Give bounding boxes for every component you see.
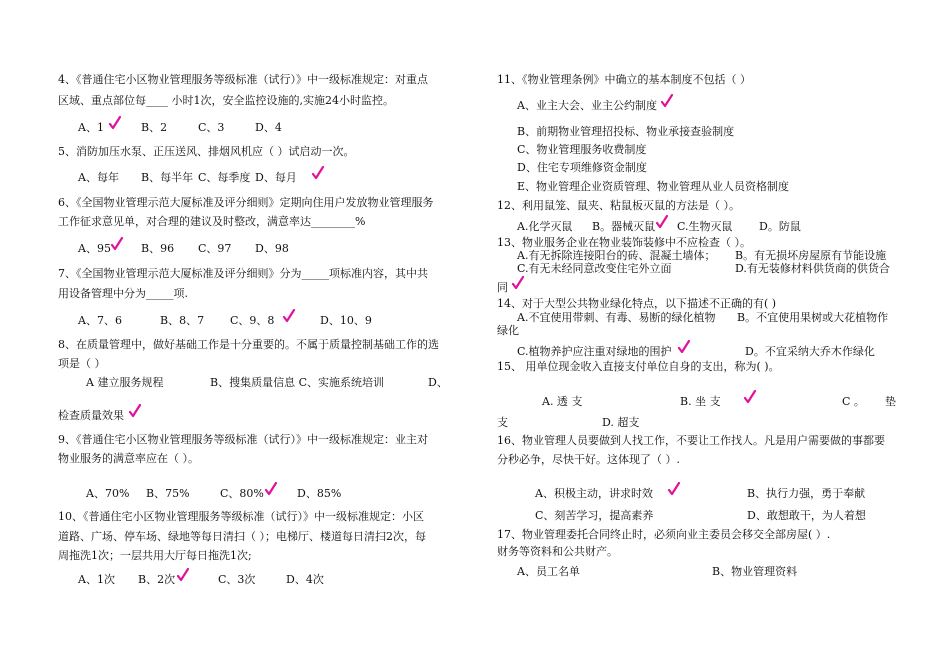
q17-stem-line1: 17、物业管理委托合同终止时，必须向业主委员会移交全部房屋( ）. <box>497 528 831 541</box>
q7-option-b: B、8、7 <box>160 314 205 327</box>
q11-option-b: B、前期物业管理招投标、物业承接查验制度 <box>517 125 735 138</box>
q9-option-c: C、80% <box>220 487 264 500</box>
checkmark-icon <box>128 404 142 418</box>
checkmark-icon <box>110 237 124 251</box>
q15-option-b: B. 坐 支 <box>680 395 721 408</box>
q9-option-a: A、70% <box>86 487 130 500</box>
q8-stem-line1: 8、在质量管理中，做好基础工作是十分重要的。不属于质量控制基础工作的选 <box>58 338 439 351</box>
checkmark-icon <box>264 482 278 496</box>
q16-stem-line2: 分秒必争，尽快干好。这体现了（ ）. <box>497 453 680 466</box>
q14-option-c: C.植物养护应注重对绿地的围护 <box>517 345 672 358</box>
q17-option-a: A、员工名单 <box>517 565 580 578</box>
checkmark-icon <box>655 215 669 229</box>
q9-stem-line1: 9、《普通住宅小区物业管理服务等级标准（试行）》中一级标准规定：业主对 <box>58 433 428 446</box>
checkmark-icon <box>667 482 681 496</box>
q15-option-c-cont: 支 <box>497 416 508 429</box>
q15-option-c: C 。 <box>842 395 865 408</box>
q11-option-a: A、业主大会、业主公约制度 <box>517 99 657 112</box>
q6-option-c: C、97 <box>198 242 232 255</box>
q11-option-d: D、住宅专项维修资金制度 <box>517 161 647 174</box>
q12-option-a: A.化学灭鼠 <box>517 220 573 233</box>
q6-option-a: A、95 <box>78 242 111 255</box>
checkmark-icon <box>176 568 190 582</box>
q10-stem-line2: 道路、广场、停车场、绿地等每日清扫（ ）；电梯厅、楼道每日清扫2次，每 <box>58 530 426 543</box>
q16-option-b: B、执行力强，勇于奉献 <box>747 487 866 500</box>
q5-option-d: D、每月 <box>255 171 297 184</box>
q15-option-a: A. 透 支 <box>542 395 583 408</box>
q16-option-c: C、刻苦学习，提高素养 <box>535 509 654 522</box>
q9-stem-line2: 物业服务的满意率应在（ ）。 <box>58 452 199 465</box>
checkmark-icon <box>282 309 296 323</box>
q12-option-c: C.生物灭鼠 <box>677 220 733 233</box>
q10-option-d: D、4次 <box>286 573 324 586</box>
q10-option-c: C、3次 <box>218 573 256 586</box>
q10-stem-line3: 周拖洗1次；一层共用大厅每日拖洗1次; <box>58 549 252 562</box>
q10-option-b: B、2次 <box>138 573 176 586</box>
q13-stem: 13、物业服务企业在物业装饰装修中不应检查（ ）。 <box>497 236 751 249</box>
q8-option-d: D、 <box>428 376 448 389</box>
q15-stem: 15、 用单位现金收入直接支付单位自身的支出，称为( )。 <box>497 360 780 373</box>
q6-option-b: B、96 <box>141 242 175 255</box>
q4-stem-line2: 区域、重点部位每____ 小时1次，安全监控设施的,实施24小时监控。 <box>58 94 394 107</box>
q12-option-d: D。防鼠 <box>759 220 801 233</box>
q14-option-a: A.不宜使用带刺、有毒、易断的绿化植物 <box>517 311 716 324</box>
q6-stem-line2: 工作征求意见单，对合理的建议及时整改，满意率达________% <box>58 215 366 228</box>
q11-stem: 11、《物业管理条例》中确立的基本制度不包括（ ） <box>497 73 751 86</box>
checkmark-icon <box>743 390 757 404</box>
checkmark-icon <box>311 166 325 180</box>
q13-option-a: A.有无拆除连接阳台的砖、混凝土墙体； <box>517 249 716 262</box>
q5-stem: 5、消防加压水泵、正压送风、排烟风机应（ ）试启动一次。 <box>58 145 355 158</box>
q8-option-d-text: 检查质量效果 <box>58 409 124 422</box>
q16-option-a: A、积极主动，讲求时效 <box>535 487 653 500</box>
q4-option-b: B、2 <box>141 121 168 134</box>
q6-stem-line1: 6、《全国物业管理示范大厦标准及评分细则》定期向住用户发放物业管理服务 <box>58 196 434 209</box>
checkmark-icon <box>660 94 674 108</box>
q13-option-d-cont: 同 <box>497 281 508 294</box>
q9-option-d: D、85% <box>297 487 342 500</box>
q4-option-c: C、3 <box>198 121 225 134</box>
q15-option-c-text: 垫 <box>885 395 896 408</box>
q5-option-c: C、每季度 <box>198 171 251 184</box>
q12-option-b: B。器械灭鼠 <box>592 220 656 233</box>
checkmark-icon <box>108 116 122 130</box>
q13-option-b: B。有无损坏房屋原有节能设施 <box>735 249 887 262</box>
q17-option-b: B、物业管理资料 <box>712 565 798 578</box>
q7-option-d: D、10、9 <box>320 314 372 327</box>
q7-option-c: C、9、8 <box>230 314 275 327</box>
q8-option-bc: B、搜集质量信息 C、实施系统培训 <box>210 376 384 389</box>
q8-stem-line2: 项是（ ） <box>58 357 106 370</box>
q15-option-d: D. 超支 <box>602 416 640 429</box>
q7-option-a: A、7、6 <box>78 314 122 327</box>
q14-option-b-cont: 绿化 <box>497 324 519 337</box>
q5-option-a: A、每年 <box>78 171 119 184</box>
q11-option-e: E、物业管理企业资质管理、物业管理从业人员资格制度 <box>517 180 790 193</box>
q16-option-d: D、敢想敢干，为人着想 <box>747 509 866 522</box>
q5-option-b: B、每半年 <box>141 171 194 184</box>
q7-stem-line2: 用设备管理中分为_____项. <box>58 287 188 300</box>
q8-option-a: A 建立服务规程 <box>86 376 164 389</box>
q4-option-d: D、4 <box>255 121 282 134</box>
q7-stem-line1: 7、《全国物业管理示范大厦标准及评分细则》分为_____项标准内容，其中共 <box>58 267 428 280</box>
q4-stem-line1: 4、《普通住宅小区物业管理服务等级标准（试行）》中一级标准规定：对重点 <box>58 73 428 86</box>
checkmark-icon <box>677 340 691 354</box>
q9-option-b: B、75% <box>146 487 190 500</box>
checkmark-icon <box>511 276 525 290</box>
q10-stem-line1: 10、《普通住宅小区物业管理服务等级标准（试行）》中一级标准规定：小区 <box>58 510 424 523</box>
q16-stem-line1: 16、物业管理人员要做到人找工作，不要让工作找人。凡是用户需要做的事都要 <box>497 434 885 447</box>
q4-option-a: A、1 <box>78 121 104 134</box>
q14-option-b: B。不宜使用果树或大花植物作 <box>737 311 889 324</box>
q10-option-a: A、1次 <box>78 573 115 586</box>
q6-option-d: D、98 <box>255 242 289 255</box>
q13-option-c: C.有无未经同意改变住宅外立面 <box>517 262 672 275</box>
q11-option-c: C、物业管理服务收费制度 <box>517 143 647 156</box>
q17-stem-line2: 财务等资料和公共财产。 <box>497 545 618 558</box>
q14-option-d: D。不宜采纳大乔木作绿化 <box>745 345 875 358</box>
q13-option-d: D.有无装修材料供货商的供货合 <box>735 262 890 275</box>
q12-stem: 12、利用鼠笼、鼠夹、粘鼠板灭鼠的方法是（ ）。 <box>497 199 740 212</box>
q14-stem: 14、对于大型公共物业绿化特点，以下描述不正确的有( ) <box>497 297 777 310</box>
